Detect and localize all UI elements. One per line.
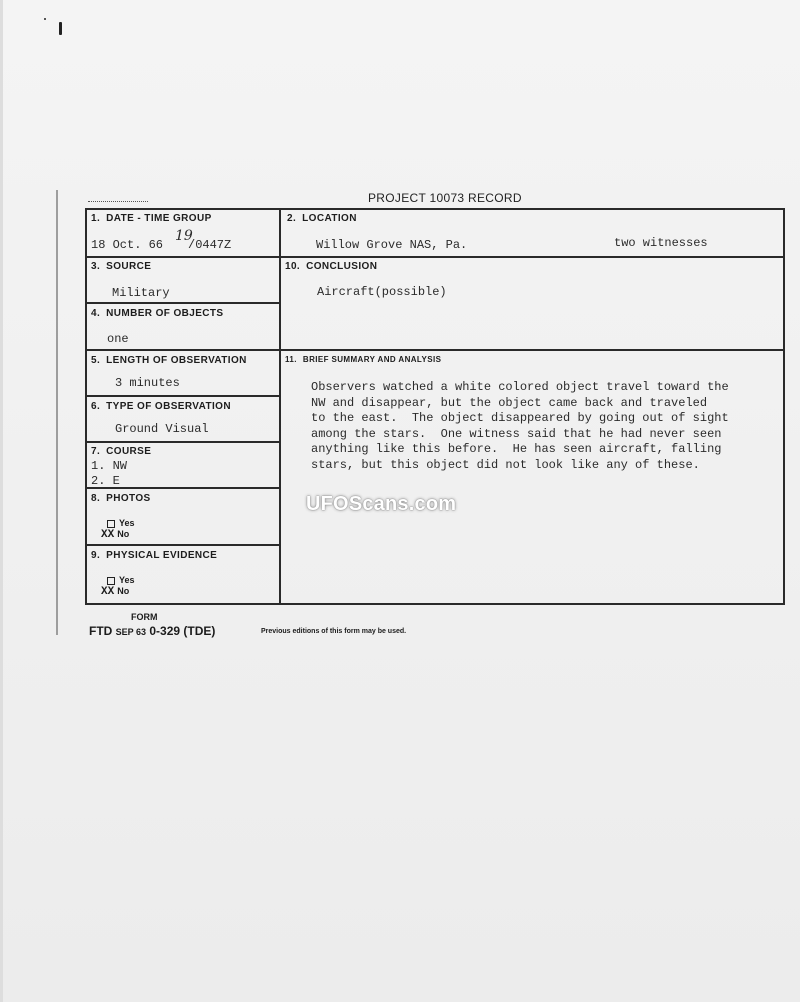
- physical-evidence-label: 9. PHYSICAL EVIDENCE: [91, 550, 218, 561]
- photos-label: 8. PHOTOS: [91, 493, 151, 504]
- location-value: Willow Grove NAS, Pa.: [316, 238, 468, 252]
- footer-form-label: FORM: [131, 612, 158, 622]
- time-value: /0447Z: [188, 238, 232, 252]
- source-label: 3. SOURCE: [91, 261, 152, 272]
- course-line-2: 2. E: [91, 474, 120, 488]
- row-divider: [85, 544, 280, 546]
- row-divider: [85, 349, 785, 351]
- location-label: 2. LOCATION: [287, 213, 357, 224]
- type-of-observation-label: 6. TYPE OF OBSERVATION: [91, 401, 231, 412]
- photos-no-option: XX No: [101, 529, 130, 541]
- number-of-objects-label: 4. NUMBER OF OBJECTS: [91, 308, 224, 319]
- number-of-objects-value: one: [107, 332, 129, 346]
- course-line-1: 1. NW: [91, 459, 128, 473]
- row-divider: [85, 302, 280, 304]
- document-title: PROJECT 10073 RECORD: [368, 191, 522, 205]
- row-divider: [85, 256, 785, 258]
- date-value: 18 Oct. 66: [91, 238, 164, 252]
- checkbox-icon: [107, 520, 115, 528]
- source-value: Military: [112, 286, 170, 300]
- length-of-observation-label: 5. LENGTH OF OBSERVATION: [91, 355, 247, 366]
- checked-mark: XX: [101, 586, 115, 598]
- summary-text: Observers watched a white colored object travel toward the NW and disappear, but the object came back and traveled to the east. The object disappeared by going out of sight among the stars. One witness said that he had never seen anything like this before. He has seen aircraft, falling stars, but this object did not look like any of these.: [311, 380, 729, 472]
- checked-mark: XX: [101, 529, 115, 541]
- length-of-observation-value: 3 minutes: [115, 376, 180, 390]
- watermark: UFOScans.com: [306, 493, 457, 515]
- conclusion-value: Aircraft(possible): [317, 285, 447, 299]
- conclusion-label: 10. CONCLUSION: [285, 261, 378, 272]
- witness-note: two witnesses: [614, 236, 708, 250]
- row-divider: [85, 395, 280, 397]
- course-label: 7. COURSE: [91, 446, 152, 457]
- handwritten-date: 19: [175, 228, 193, 244]
- scan-mark: [88, 201, 148, 203]
- row-divider: [85, 441, 280, 443]
- summary-label: 11. BRIEF SUMMARY AND ANALYSIS: [285, 355, 442, 364]
- footer-note: Previous editions of this form may be used.: [261, 628, 407, 635]
- scan-speck: [59, 22, 62, 35]
- physical-evidence-yes-option: Yes: [107, 575, 135, 585]
- physical-evidence-no-option: XX No: [101, 586, 130, 598]
- date-time-label: 1. DATE - TIME GROUP: [91, 213, 212, 224]
- checkbox-icon: [107, 577, 115, 585]
- scan-speck: [44, 18, 46, 20]
- photos-yes-option: Yes: [107, 518, 135, 528]
- type-of-observation-value: Ground Visual: [115, 422, 209, 436]
- footer-form-id: FTD SEP 63 0-329 (TDE): [89, 624, 216, 638]
- binding-edge: [56, 190, 58, 635]
